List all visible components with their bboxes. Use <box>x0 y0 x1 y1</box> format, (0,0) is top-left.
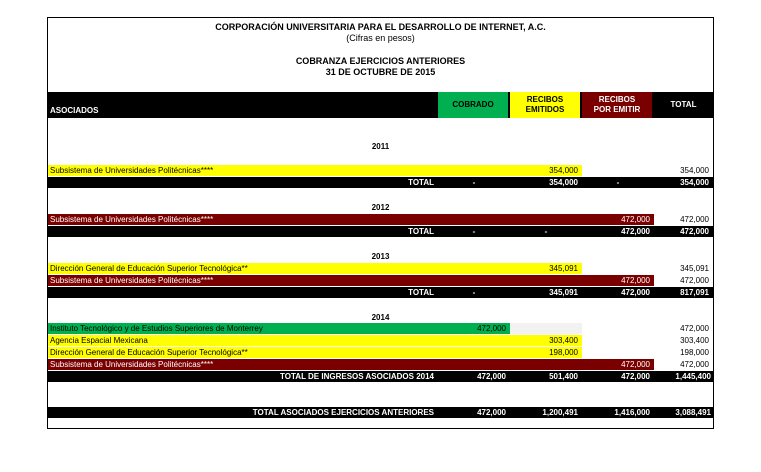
por-emitir-total: 472,000 <box>621 372 650 381</box>
total-value: 472,000 <box>680 276 709 285</box>
por-emitir-total: - <box>616 178 620 187</box>
total-row-2012 <box>48 226 713 237</box>
cobrado-value: 472,000 <box>438 323 510 334</box>
grand-total-value: 817,091 <box>680 288 709 297</box>
col-cobrado: COBRADO <box>438 92 508 118</box>
por-emitir-value: 472,000 <box>582 214 654 225</box>
table-row <box>48 347 713 358</box>
total-label: TOTAL DE INGRESOS ASOCIADOS 2014 <box>280 372 434 381</box>
asociado-name: Instituto Tecnológico y de Estudios Superiores de Monterrey <box>48 323 510 334</box>
col-total: TOTAL <box>670 100 697 109</box>
emitidos-value: 354,000 <box>510 165 582 176</box>
table-row <box>48 359 713 370</box>
grand-total-row <box>48 407 713 418</box>
asociado-name: Subsistema de Universidades Politécnicas**** <box>48 214 654 225</box>
emitidos-value: 345,091 <box>510 263 582 274</box>
cobrado-total: 472,000 <box>477 372 506 381</box>
cobrado-total: - <box>472 178 476 187</box>
table-row <box>48 275 713 286</box>
table-row <box>48 165 713 176</box>
total-label: TOTAL <box>408 178 434 187</box>
total-label: TOTAL <box>408 227 434 236</box>
total-value: 198,000 <box>680 348 709 357</box>
asociado-name: Agencia Espacial Mexicana <box>48 335 582 346</box>
emitidos-value: 303,400 <box>510 335 582 346</box>
asociado-name: Dirección General de Educación Superior Tecnológica** <box>48 347 582 358</box>
total-row-2014 <box>48 371 713 382</box>
emitidos-total: 354,000 <box>549 178 578 187</box>
emitidos-total: 501,400 <box>549 372 578 381</box>
asociado-name: Subsistema de Universidades Politécnicas**** <box>48 165 582 176</box>
grand-total-value: 354,000 <box>680 178 709 187</box>
table-row <box>48 335 713 346</box>
por-emitir-value: 472,000 <box>582 359 654 370</box>
total-value: 472,000 <box>680 324 709 333</box>
grand-total-label: TOTAL ASOCIADOS EJERCICIOS ANTERIORES <box>252 408 434 417</box>
report-sheet <box>47 17 714 429</box>
total-row-2013 <box>48 287 713 298</box>
col-recibos-emitidos <box>510 92 580 118</box>
grand-emitidos: 1,200,491 <box>542 408 578 417</box>
total-value: 354,000 <box>680 166 709 175</box>
emitidos-total: - <box>544 227 548 236</box>
table-row <box>48 323 713 334</box>
asociado-name: Subsistema de Universidades Politécnicas**** <box>48 275 654 286</box>
emitidos-value: 198,000 <box>510 347 582 358</box>
grand-total: 3,088,491 <box>675 408 711 417</box>
grand-total-value: 472,000 <box>680 227 709 236</box>
col-recibos-por-emitir <box>582 92 652 118</box>
col-asociados: ASOCIADOS <box>50 106 99 115</box>
por-emitir-total: 472,000 <box>621 288 650 297</box>
year-2011: 2011 <box>371 142 390 151</box>
col-recibos-por-emitir-l2: POR EMITIR <box>593 105 641 114</box>
emitidos-total: 345,091 <box>549 288 578 297</box>
grand-cobrado: 472,000 <box>477 408 506 417</box>
year-2012: 2012 <box>371 203 390 212</box>
grand-por-emitir: 1,416,000 <box>614 408 650 417</box>
org-title: CORPORACIÓN UNIVERSITARIA PARA EL DESARROLLO DE INTERNET, A.C. <box>215 22 546 32</box>
total-value: 472,000 <box>680 360 709 369</box>
cobrado-total: - <box>472 227 476 236</box>
cobrado-total: - <box>472 288 476 297</box>
total-value: 345,091 <box>680 264 709 273</box>
asociado-name: Subsistema de Universidades Politécnicas**** <box>48 359 654 370</box>
por-emitir-total: 472,000 <box>621 227 650 236</box>
total-label: TOTAL <box>408 288 434 297</box>
table-row <box>48 263 713 274</box>
por-emitir-value: 472,000 <box>582 275 654 286</box>
year-2014: 2014 <box>371 313 390 322</box>
total-value: 472,000 <box>680 215 709 224</box>
asociado-name: Dirección General de Educación Superior Tecnológica** <box>48 263 582 274</box>
col-recibos-emitidos-l1: RECIBOS <box>526 95 564 104</box>
col-recibos-por-emitir-l1: RECIBOS <box>598 95 636 104</box>
units-note: (Cifras en pesos) <box>346 33 415 43</box>
grand-total-value: 1,445,400 <box>675 372 711 381</box>
total-row-2011 <box>48 177 713 188</box>
empty-cell <box>510 323 582 334</box>
report-date: 31 DE OCTUBRE DE 2015 <box>325 67 436 77</box>
col-recibos-emitidos-l2: EMITIDOS <box>525 105 565 114</box>
year-2013: 2013 <box>371 252 390 261</box>
report-title: COBRANZA EJERCICIOS ANTERIORES <box>295 56 466 66</box>
table-row <box>48 214 713 225</box>
total-value: 303,400 <box>680 336 709 345</box>
